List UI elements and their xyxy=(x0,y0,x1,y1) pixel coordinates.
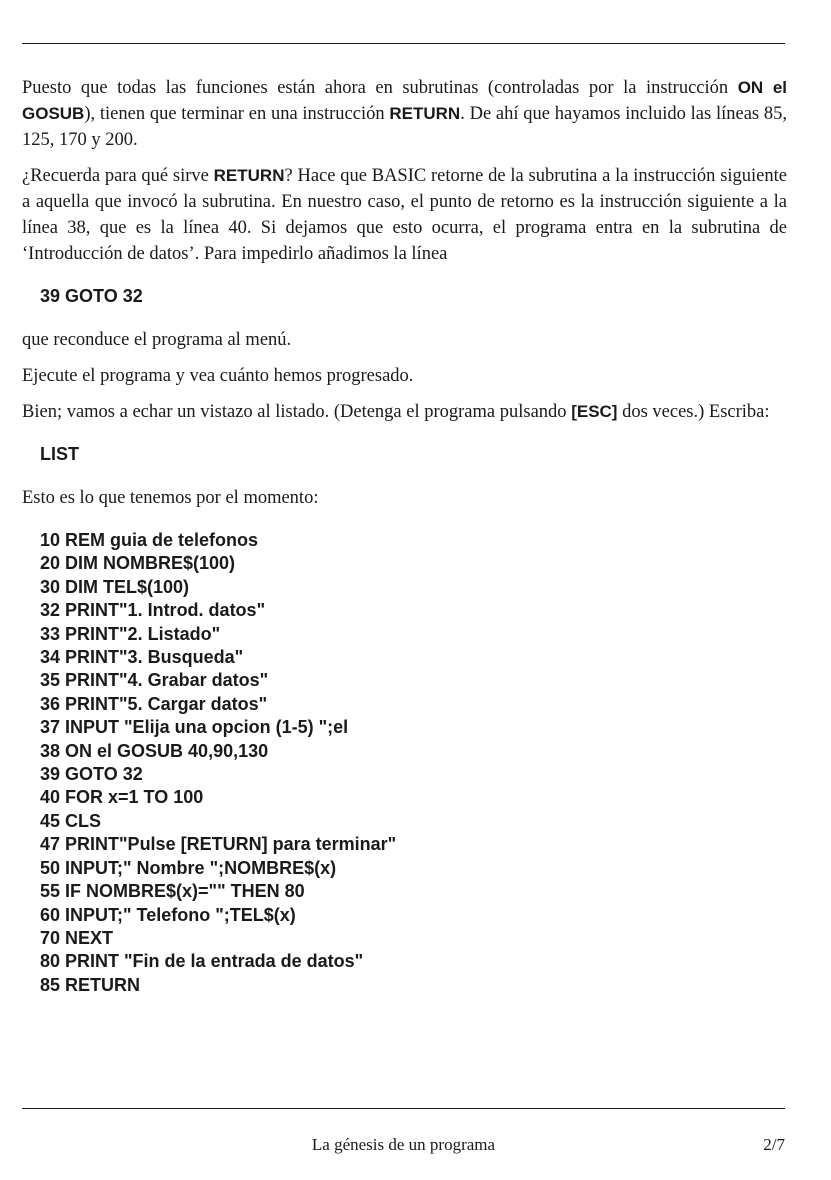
code-list-command: LIST xyxy=(40,444,79,464)
page-body xyxy=(22,75,787,997)
paragraph-5 xyxy=(22,399,787,425)
keyword-on-gosub: ON el GOSUB xyxy=(22,78,787,123)
page-number: 2/7 xyxy=(763,1135,785,1154)
text-run: . De ahí que hayamos incluido las líneas 85, 125, 170 y 200. xyxy=(22,104,787,150)
text-run: dos veces.) Escriba: xyxy=(617,402,770,422)
listing-line: 34 PRINT"3. Busqueda" xyxy=(40,647,244,668)
listing-line: 55 IF NOMBRE$(x)="" THEN 80 xyxy=(40,881,305,902)
top-rule xyxy=(22,43,785,44)
listing-line: 10 REM guia de telefonos xyxy=(40,530,259,550)
listing-line: 45 CLS xyxy=(40,810,102,831)
listing-line: 37 INPUT "Elija una opcion (1-5) ";el xyxy=(40,717,349,738)
keyword-esc: [ESC] xyxy=(571,402,618,421)
listing-line: 32 PRINT"1. Introd. datos" xyxy=(40,600,266,621)
paragraph-3: que reconduce el programa al menú. xyxy=(22,330,292,350)
listing-line: 50 INPUT;" Nombre ";NOMBRE$(x) xyxy=(40,857,337,878)
paragraph-4: Ejecute el programa y vea cuánto hemos progresado. xyxy=(22,366,414,386)
text-run: Puesto que todas las funciones están ahora en subrutinas (controladas por la instrucción xyxy=(22,78,738,98)
page-footer xyxy=(22,1135,785,1159)
bottom-rule xyxy=(22,1108,785,1109)
listing-line: 60 INPUT;" Telefono ";TEL$(x) xyxy=(40,904,296,925)
listing-line: 70 NEXT xyxy=(40,927,114,948)
listing-line: 47 PRINT"Pulse [RETURN] para terminar" xyxy=(40,834,397,855)
listing-line: 38 ON el GOSUB 40,90,130 xyxy=(40,740,269,761)
text-run: Bien; vamos a echar un vistazo al listado. (Detenga el programa pulsando xyxy=(22,402,572,422)
listing-line: 85 RETURN xyxy=(40,974,141,995)
listing-line: 36 PRINT"5. Cargar datos" xyxy=(40,693,268,714)
paragraph-6: Esto es lo que tenemos por el momento: xyxy=(22,488,319,508)
listing-line: 33 PRINT"2. Listado" xyxy=(40,623,221,644)
listing-line: 35 PRINT"4. Grabar datos" xyxy=(40,670,269,691)
keyword-return: RETURN xyxy=(213,166,285,185)
paragraph-2 xyxy=(22,163,787,267)
listing-line: 20 DIM NOMBRE$(100) xyxy=(40,553,236,574)
text-run: ), tienen que terminar en una instrucción xyxy=(84,104,390,124)
text-run: ¿Recuerda para qué sirve xyxy=(22,166,214,186)
listing-line: 39 GOTO 32 xyxy=(40,764,143,785)
listing-line: 30 DIM TEL$(100) xyxy=(40,576,190,597)
footer-title: La génesis de un programa xyxy=(311,1135,496,1154)
code-goto-line: 39 GOTO 32 xyxy=(40,286,143,306)
text-run: ? Hace que BASIC retorne de la subrutina a la instrucción siguiente a aquella que invocó la subrutina. En nuestro caso, el punto de retorno es la instrucción siguiente a la línea 38, que es la línea 40. Si dejamos que esto ocurra, el programa entra en la subrutina de ‘Introducción de datos’. Para impedirlo añadimos la línea xyxy=(22,166,787,264)
keyword-return: RETURN xyxy=(389,104,461,123)
paragraph-1 xyxy=(22,75,787,153)
listing-line: 40 FOR x=1 TO 100 xyxy=(40,787,204,808)
program-listing xyxy=(40,529,787,997)
listing-line: 80 PRINT "Fin de la entrada de datos" xyxy=(40,951,364,972)
